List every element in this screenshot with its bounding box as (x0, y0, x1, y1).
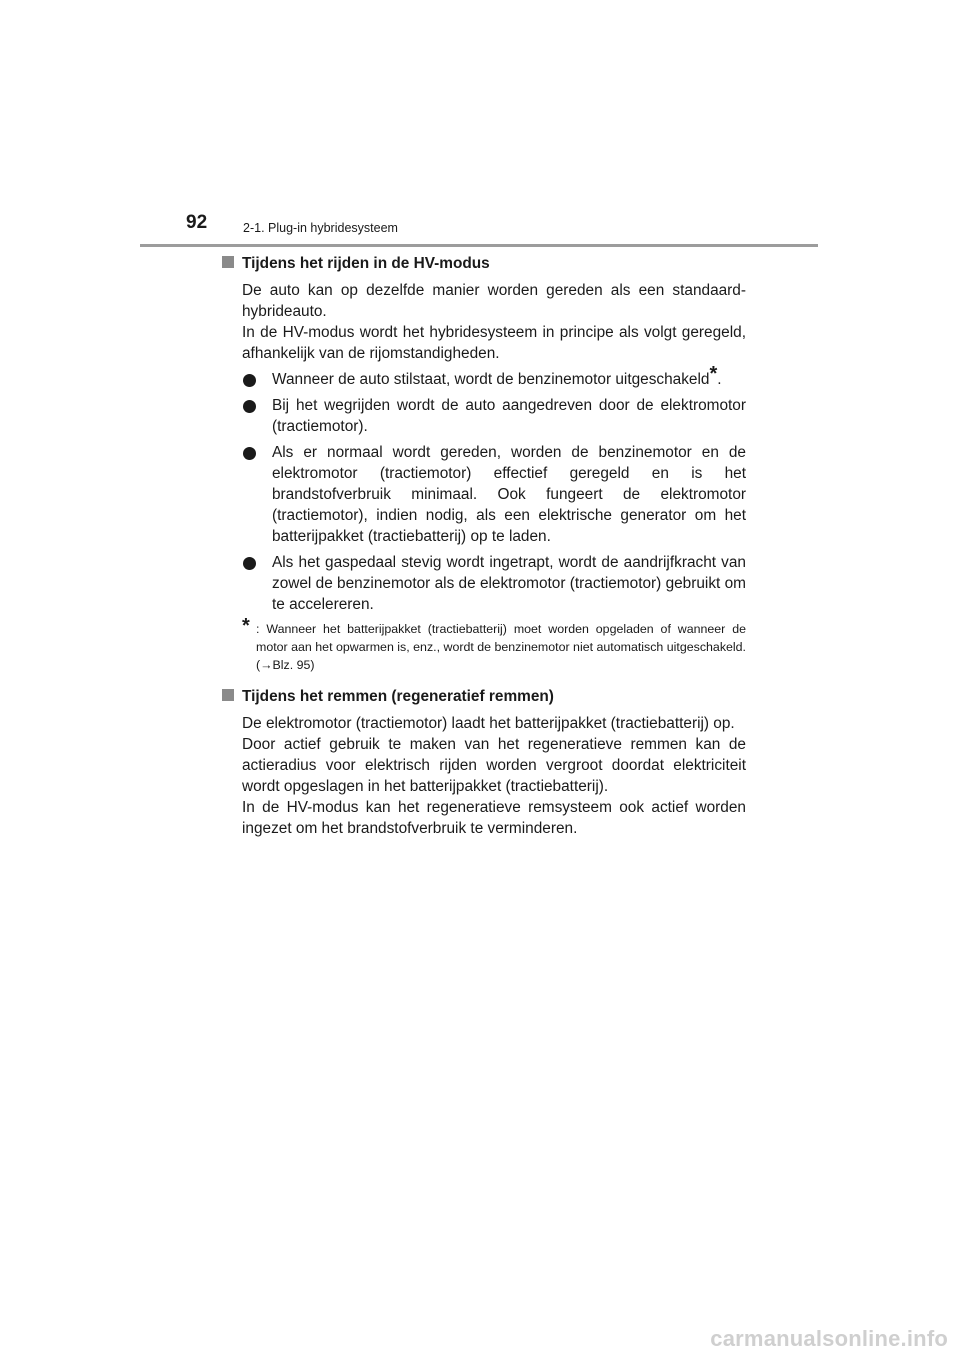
list-item (242, 395, 746, 437)
bullet-dot-icon (243, 400, 256, 413)
bullet-dot-icon (243, 447, 256, 460)
page-number: 92 (186, 212, 208, 233)
footnote-text: : Wanneer het batterijpakket (tractiebatterij) moet worden opgeladen of wanneer de motor aan het opwarmen is, enz., wordt de benzinemotor niet automatisch uitgeschakeld. (→Blz. 95) (256, 622, 746, 672)
section-header: 2-1. Plug-in hybridesysteem (243, 221, 398, 235)
list-item (242, 552, 746, 615)
watermark: carmanualsonline.info (710, 1326, 948, 1351)
list-item-text: Wanneer de auto stilstaat, wordt de benzinemotor uitgeschakeld (272, 371, 710, 388)
heading-text: Tijdens het rijden in de HV-modus (242, 255, 490, 272)
list-item (242, 363, 746, 390)
paragraph: In de HV-modus wordt het hybridesysteem in principe als volgt geregeld, afhankelijk van de rijomstandigheden. (242, 324, 746, 362)
list-item (242, 442, 746, 547)
square-bullet-icon (222, 689, 234, 701)
heading-regenerative-braking (222, 686, 746, 707)
asterisk-marker: * (709, 363, 718, 385)
list-item-text: Als er normaal wordt gereden, worden de benzinemotor en de elektromotor (tractiemotor) effectief geregeld en is het brandstofverbruik minimaal. Ook fungeert de elektromotor (tractiemotor), indien nodig, als een elektrische generator om het batterijpakket (tractiebatterij) op te laden. (272, 444, 746, 545)
footnote-asterisk: * (242, 615, 250, 637)
list-item-text: Bij het wegrijden wordt de auto aangedreven door de elektromotor (tractiemotor). (272, 397, 746, 435)
header-rule (140, 244, 818, 247)
bullet-list (242, 363, 746, 615)
paragraph: De auto kan op dezelfde manier worden gereden als een standaard-hybrideauto. (242, 282, 746, 320)
heading-hv-mode (222, 253, 746, 274)
square-bullet-icon (222, 256, 234, 268)
list-item-suffix: . (717, 371, 722, 388)
paragraph: Door actief gebruik te maken van het regeneratieve remmen kan de actieradius voor elektrisch rijden worden vergroot doordat elektriciteit wordt opgeslagen in het batterijpakket (tractiebatterij). (242, 736, 746, 795)
section-regenerative-braking (222, 686, 746, 839)
page-content (222, 253, 746, 839)
bullet-dot-icon (243, 557, 256, 570)
list-item-text: Als het gaspedaal stevig wordt ingetrapt, wordt de aandrijfkracht van zowel de benzinemotor als de elektromotor (tractiemotor) gebruikt om te accelereren. (272, 554, 746, 613)
paragraph: In de HV-modus kan het regeneratieve remsysteem ook actief worden ingezet om het brandstofverbruik te verminderen. (242, 799, 746, 837)
footnote (242, 615, 746, 674)
paragraph: De elektromotor (tractiemotor) laadt het batterijpakket (tractiebatterij) op. (242, 715, 735, 732)
bullet-dot-icon (243, 374, 256, 387)
heading-text: Tijdens het remmen (regeneratief remmen) (242, 688, 554, 705)
